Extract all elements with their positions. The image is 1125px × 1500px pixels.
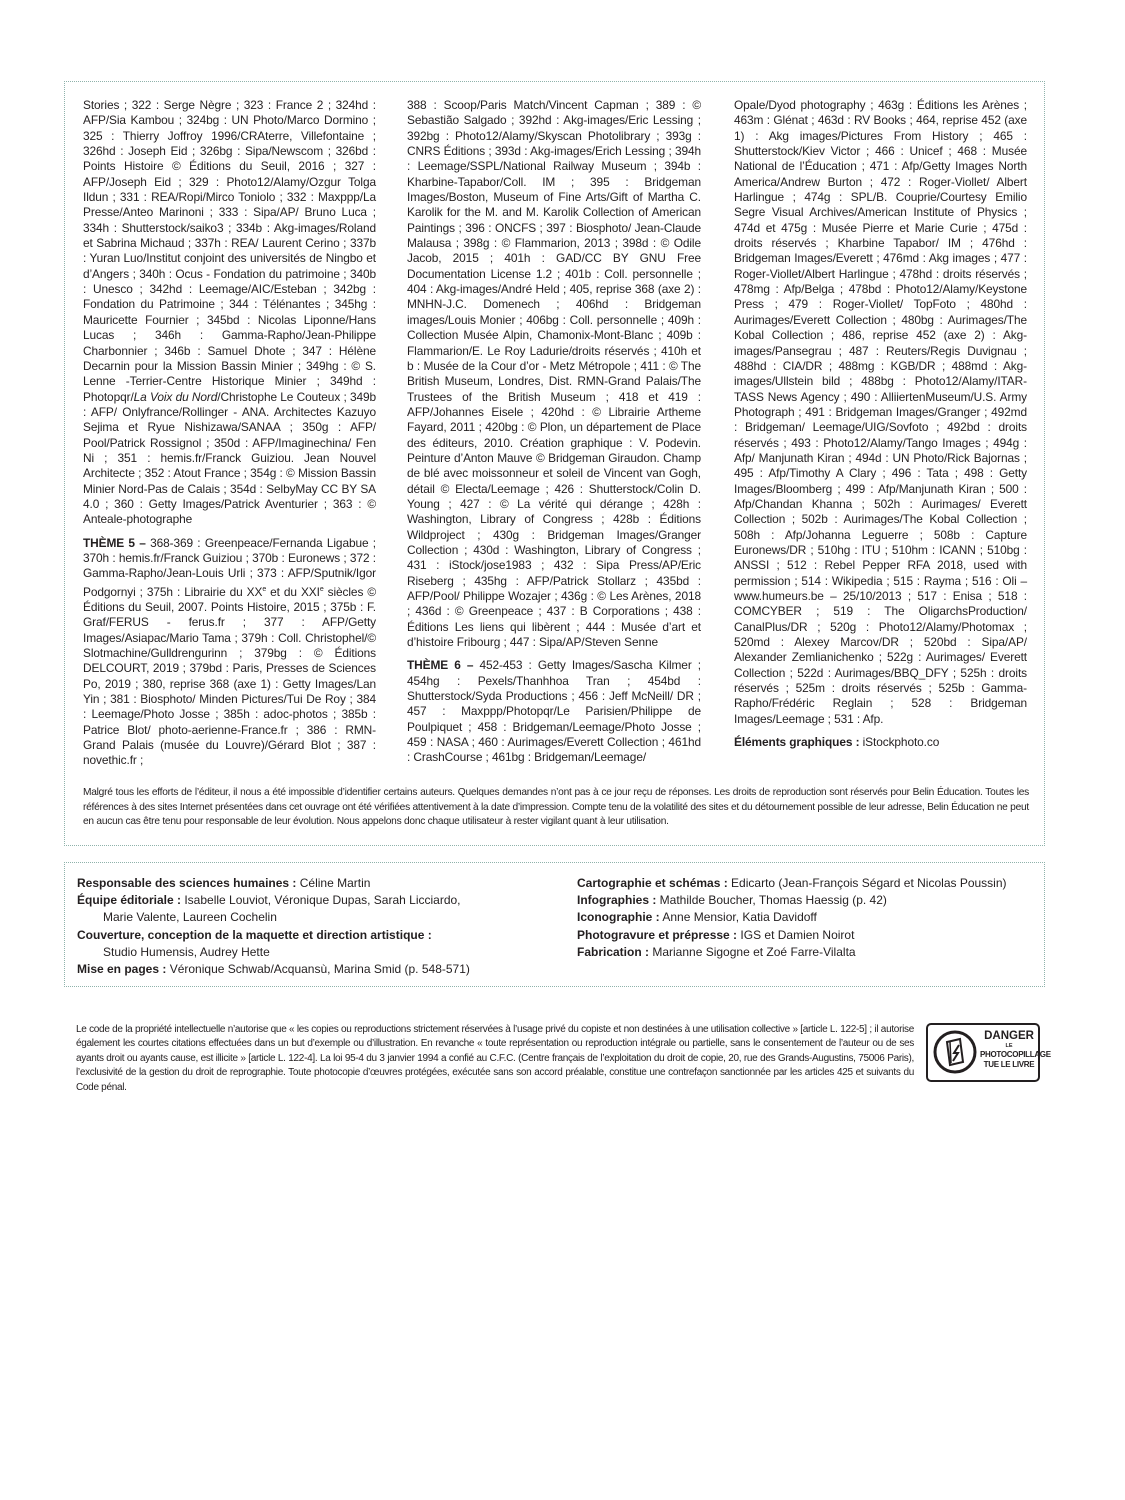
credits-paragraph: Opale/Dyod photography ; 463g : Éditions les Arènes ; 463m : Glénat ; 463d : RV Books ; 464, reprise 452 (axe 1) : Akg images/Pictures From History ; 465 : Shutterstock/Kiev Victor ; 466 : Unicef ; 468 : Musée National de l’Éducation ; 471 : Afp/Getty Images North America/Andrew Burton ; 472 : Roger-Viollet/ Albert Harlingue ; 474g : SPL/B. Couprie/Courtesy Emilio Segre Visual Archives/American Institute of Physics ; 474d et 475g : Musée Pierre et Marie Curie ; 475d : droits réservés ; Kharbine Tapabor/ IM ; 476hd : Bridgeman Images/Everett ; 476md : Akg images ; 477 : Roger-Viollet/Albert Harlingue ; 478hd : droits réservés ; 478mg : Afp/Belga ; 478bd : Photo12/Alamy/Keystone Press ; 479 : Roger-Viollet/ TopFoto ; 480hd : Aurimages/Everett Collection ; 480bg : Aurimages/The Kobal Collection ; 486, reprise 452 (axe 2) : Akg-images/Pansegrau ; 487 : Reuters/Regis Duvignau ; 488hd : CIA/DR ; 488mg : KGB/DR ; 488md : Akg-images/Ullstein bild ; 488bg : Photo12/Alamy/ITAR-TASS News Agency ; 490 : AlliiertenMuseum/U.S. Army Photograph ; 491 : Bridgeman Images/Granger ; 492md : Bridgeman/ Leemage/UIG/Sovfoto ; 492bd : droits réservés ; 493 : Photo12/Alamy/Tango Images ; 494g : Afp/ Manjunath Kiran ; 494d : UN Photo/Rick Bajornas ; 495 : Afp/Timothy A Clary ; 496 : Tata ; 498 : Getty Images/Bloomberg ; 499 : Afp/Manjunath Kiran ; 500 : Afp/Chandan Khanna ; 502h : Aurimages/ Everett Collection ; 502b : Aurimages/The Kobal Collection ; 508h : Afp/Johanna Leguerre ; 508b : Capture Euronews/DR ; 510hg : ITU ; 510hm : ICANN ; 510bg : ANSSI ; 512 : Rebel Pepper RFA 2018, used with permission ; 514 : Wikipedia ; 515 : Rayma ; 516 : Oli – www.humeurs.be – 25/10/2013 ; 517 : Enisa ; 518 : COMCYBER ; 519 : The OligarchsProduction/ CanalPlus/DR ; 520g : Photo12/Alamy/Photomax ; 520md : Alexey Marcov/DR ; 520bd : Sipa/AP/ Alexander Zemlianichenko ; 522g : Aurimages/ Everett Collection ; 522d : Aurimages/BBQ_DFY ; 525h : droits réservés ; 525m : droits réservés ; 525b : Gamma-Rapho/Frédéric Reglain ; 528 : Bridgeman Images/Leemage ; 531 : Afp. <box>734 98 1027 726</box>
publisher-disclaimer: Malgré tous les efforts de l’éditeur, il nous a été impossible d’identifier certains auteurs. Quelques demandes n’ont pas à ce jour reçu de réponses. Les droits de reproduction sont réservés pour Belin Éducation. Toutes les références à des sites Internet présentées dans cet ouvrage ont été vérifiées attentivement à la date d’impression. Compte tenu de la volatilité des sites et du détournement possible de leur adresse, Belin Éducation ne peut en aucun cas être tenu pour responsable de leur évolution. Nous appelons donc chaque utilisateur à rester vigilant quant à leur utilisation. <box>83 787 1029 828</box>
staff-column-left <box>77 875 547 978</box>
staff-row: Fabrication : Marianne Sigogne et Zoé Farre-Vilalta <box>577 944 856 959</box>
staff-row: Couverture, conception de la maquette et direction artistique : Studio Humensis, Audrey Hette <box>77 927 432 959</box>
credits-column-2 <box>407 98 701 766</box>
photocopy-prohibited-icon <box>932 1029 978 1075</box>
danger-title: DANGER <box>984 1030 1034 1042</box>
staff-row: Mise en pages : Véronique Schwab/Acquansù, Marina Smid (p. 548-571) <box>77 962 470 977</box>
theme-5-credits: THÈME 5 – 368-369 : Greenpeace/Fernanda Ligabue ; 370h : hemis.fr/Franck Guiziou ; 370b : Euronews ; 372 : Gamma-Rapho/Jean-Louis Urli ; 373 : AFP/Sputnik/Igor Podgornyi ; 375h : Librairie du XXe et du XXIe siècles © Éditions du Seuil, 2007. Points Histoire, 2015 ; 375b : F. Graf/FERUS - ferus.fr ; 377 : AFP/Getty Images/Asiapac/Mario Tama ; 379h : Coll. Christophel/© Slotmachine/Gulldrengurinn ; 379bg : © Éditions DELCOURT, 2019 ; 379bd : Paris, Presses de Sciences Po, 2019 ; 380, reprise 368 (axe 1) : Getty Images/Lan Yin ; 381 : Biosphoto/ Minden Pictures/Tui De Roy ; 384 : Leemage/Photo Josse ; 385h : adoc-photos ; 385b : Patrice Blot/ photo-aerienne-France.fr ; 386 : RMN-Grand Palais (musée du Louvre)/Gérard Blot ; 387 : novethic.fr ; <box>83 535 377 768</box>
staff-row: Iconographie : Anne Mensior, Katia Davidoff <box>577 910 817 925</box>
credits-paragraph: Stories ; 322 : Serge Nègre ; 323 : France 2 ; 324hd : AFP/Sia Kambou ; 324bg : UN Photo/Marco Dormino ; 325 : Thierry Joffroy 1996/CRAterre, Villefontaine ; 326hd : Joseph Eid ; 326bg : Sipa/Newscom ; 326bd : Points Histoire © Éditions du Seuil, 2016 ; 327 : AFP/Joseph Eid ; 329 : Photo12/Alamy/Ozgur Tolga Ildun ; 331 : REA/Ropi/Mirco Toniolo ; 332 : Maxppp/La Presse/Anteo Marinoni ; 333 : Sipa/AP/ Bruno Luca ; 334h : Shutterstock/saiko3 ; 334b : Akg-images/Roland et Sabrina Michaud ; 337h : REA/ Laurent Cerino ; 337b : Yuran Luo/Institut conjoint des universités de Ningbo et d’Angers ; 340h : Ocus - Fondation du patrimoine ; 340b : Unesco ; 342hd : Leemage/AIC/Esteban ; 342bg : Fondation du Patrimoine ; 344 : Télénantes ; 345hg : Mauricette Fournier ; 345bd : Nicolas Liponne/Hans Lucas ; 346h : Gamma-Rapho/Jean-Philippe Charbonnier ; 346b : Samuel Dhote ; 347 : Hélène Decarnin pour la Mission Bassin Minier ; 349hg : © S. Lenne -Terrier-Centre Historique Minier ; 349hd : Photopqr/La Voix du Nord/Christophe Le Couteux ; 349b : AFP/ Onlyfrance/Rollinger - ANA. Architectes Kazuyo Sejima et Ryue Nishizawa/SANAA ; 350g : AFP/ Pool/Patrick Rossignol ; 350d : AFP/Imaginechina/ Fen Ni ; 351 : hemis.fr/Franck Guiziou. Jean Nouvel Architecte ; 352 : Atout France ; 354g : © Mission Bassin Minier Nord-Pas de Calais ; 354d : SelbyMay CC BY SA 4.0 ; 360 : Getty Images/Patrick Aventurier ; 363 : © Anteale-photographe <box>83 98 377 527</box>
danger-tue-le-livre: TUE LE LIVRE <box>983 1060 1035 1069</box>
graphic-elements-credit: Éléments graphiques : iStockphoto.co <box>734 735 940 750</box>
editorial-staff-box <box>64 862 1045 987</box>
danger-le: LE <box>1005 1043 1013 1049</box>
staff-row: Cartographie et schémas : Edicarto (Jean-François Ségard et Nicolas Poussin) <box>577 876 1007 890</box>
danger-photocopillage: PHOTOCOPILLAGE <box>980 1050 1051 1059</box>
staff-column-right <box>577 875 1037 961</box>
theme-6-label: THÈME 6 – <box>407 658 474 673</box>
copyright-legal-notice: Le code de la propriété intellectuelle n’autorise que « les copies ou reproductions strictement réservées à l’usage privé du copiste et non destinées à une utilisation collective » [article L. 122-5] ; il autorise également les courtes citations effectuées dans un but d’exemple ou d’illustration. En revanche « toute représentation ou reproduction intégrale ou partielle, sans le consentement de l’auteur ou de ses ayants droit ou ayants cause, est illicite » [article L. 122-4]. La loi 95-4 du 3 janvier 1994 a confié au C.F.C. (Centre français de l’exploitation du droit de copie, 20, rue des Grands-Augustins, 75006 Paris), l’exclusivité de la gestion du droit de reprographie. Toute photocopie d’œuvres protégées, exécutée sans son accord préalable, constitue une contrefaçon sanctionnée par les articles 425 et suivants du Code pénal. <box>76 1024 914 1093</box>
staff-row: Équipe éditoriale : Isabelle Louviot, Véronique Dupas, Sarah Licciardo, Marie Valente, Laureen Cochelin <box>77 893 461 925</box>
photo-credits-box <box>64 81 1045 846</box>
danger-photocopillage-logo <box>926 1023 1051 1082</box>
credits-column-3 <box>734 98 1027 750</box>
theme-6-credits: THÈME 6 – 452-453 : Getty Images/Sascha Kilmer ; 454hg : Pexels/Thanhhoa Tran ; 454bd : Shutterstock/Syda Productions ; 456 : Jeff McNeill/ DR ; 457 : Maxppp/Photopqr/Le Parisien/Philippe de Poulpiquet ; 458 : Bridgeman/Leemage/Photo Josse ; 459 : NASA ; 460 : Aurimages/Everett Collection ; 461hd : CrashCourse ; 461bg : Bridgeman/Leemage/ <box>407 658 701 765</box>
staff-row: Responsable des sciences humaines : Céline Martin <box>77 876 371 890</box>
staff-row: Infographies : Mathilde Boucher, Thomas Haessig (p. 42) <box>577 893 887 908</box>
credits-column-1 <box>83 98 376 769</box>
theme-5-label: THÈME 5 – <box>83 535 146 550</box>
credits-paragraph: 388 : Scoop/Paris Match/Vincent Capman ; 389 : © Sebastião Salgado ; 392hd : Akg-images/Eric Lessing ; 392bg : Photo12/Alamy/Skyscan Photolibrary ; 393g : CNRS Éditions ; 393d : Akg-images/Erich Lessing ; 394h : Leemage/SSPL/National Railway Museum ; 394b : Kharbine-Tapabor/Coll. IM ; 395 : Bridgeman Images/Boston, Museum of Fine Arts/Gift of Martha C. Karolik for the M. and M. Karolik Collection of American Paintings ; 396 : ONCFS ; 397 : Biosphoto/ Jean-Claude Malausa ; 398g : © Flammarion, 2013 ; 398d : © Odile Jacob, 2015 ; 401h : GAD/CC BY GNU Free Documentation License 1.2 ; 401b : Coll. personnelle ; 404 : Akg-images/André Held ; 405, reprise 368 (axe 2) : MNHN-J.C. Domenech ; 406hd : Bridgeman images/Louis Monier ; 406bg : Coll. personnelle ; 409h : Collection Musée Alpin, Chamonix-Mont-Blanc ; 409b : Flammarion/E. Le Roy Ladurie/droits réservés ; 410h et b : Musée de la Cour d’or - Metz Métropole ; 411 : © The British Museum, Londres, Dist. RMN-Grand Palais/The Trustees of the British Museum ; 418 et 419 : AFP/Johannes Eisele ; 420hd : © Librairie Artheme Fayard, 2011 ; 420bg : © Plon, un département de Place des éditeurs, 2010. Création graphique : V. Podevin. Peinture d’Anton Mauve © Bridgeman Giraudon. Champ de blé avec moissonneur et soleil de Vincent van Gogh, détail © Electa/Leemage ; 426 : Shutterstock/Colin D. Young ; 427 : © La vérité qui dérange ; 428h : Washington, Library of Congress ; 428b : Éditions Wildproject ; 430g : Bridgeman Images/Granger Collection ; 430d : Washington, Library of Congress ; 431 : iStock/jose1983 ; 432 : Sipa Press/AP/Eric Riseberg ; 435hg : AFP/Patrick Stollarz ; 435bd : AFP/Pool/ Philippe Wozajer ; 436g : © Les Arènes, 2018 ; 436d : © Greenpeace ; 437 : B Corporations ; 438 : Éditions Les liens qui libèrent ; 444 : Musée d’art et d’histoire Fribourg ; 447 : Sipa/AP/Steven Senne <box>407 98 701 650</box>
staff-row: Photogravure et prépresse : IGS et Damien Noirot <box>577 927 855 942</box>
